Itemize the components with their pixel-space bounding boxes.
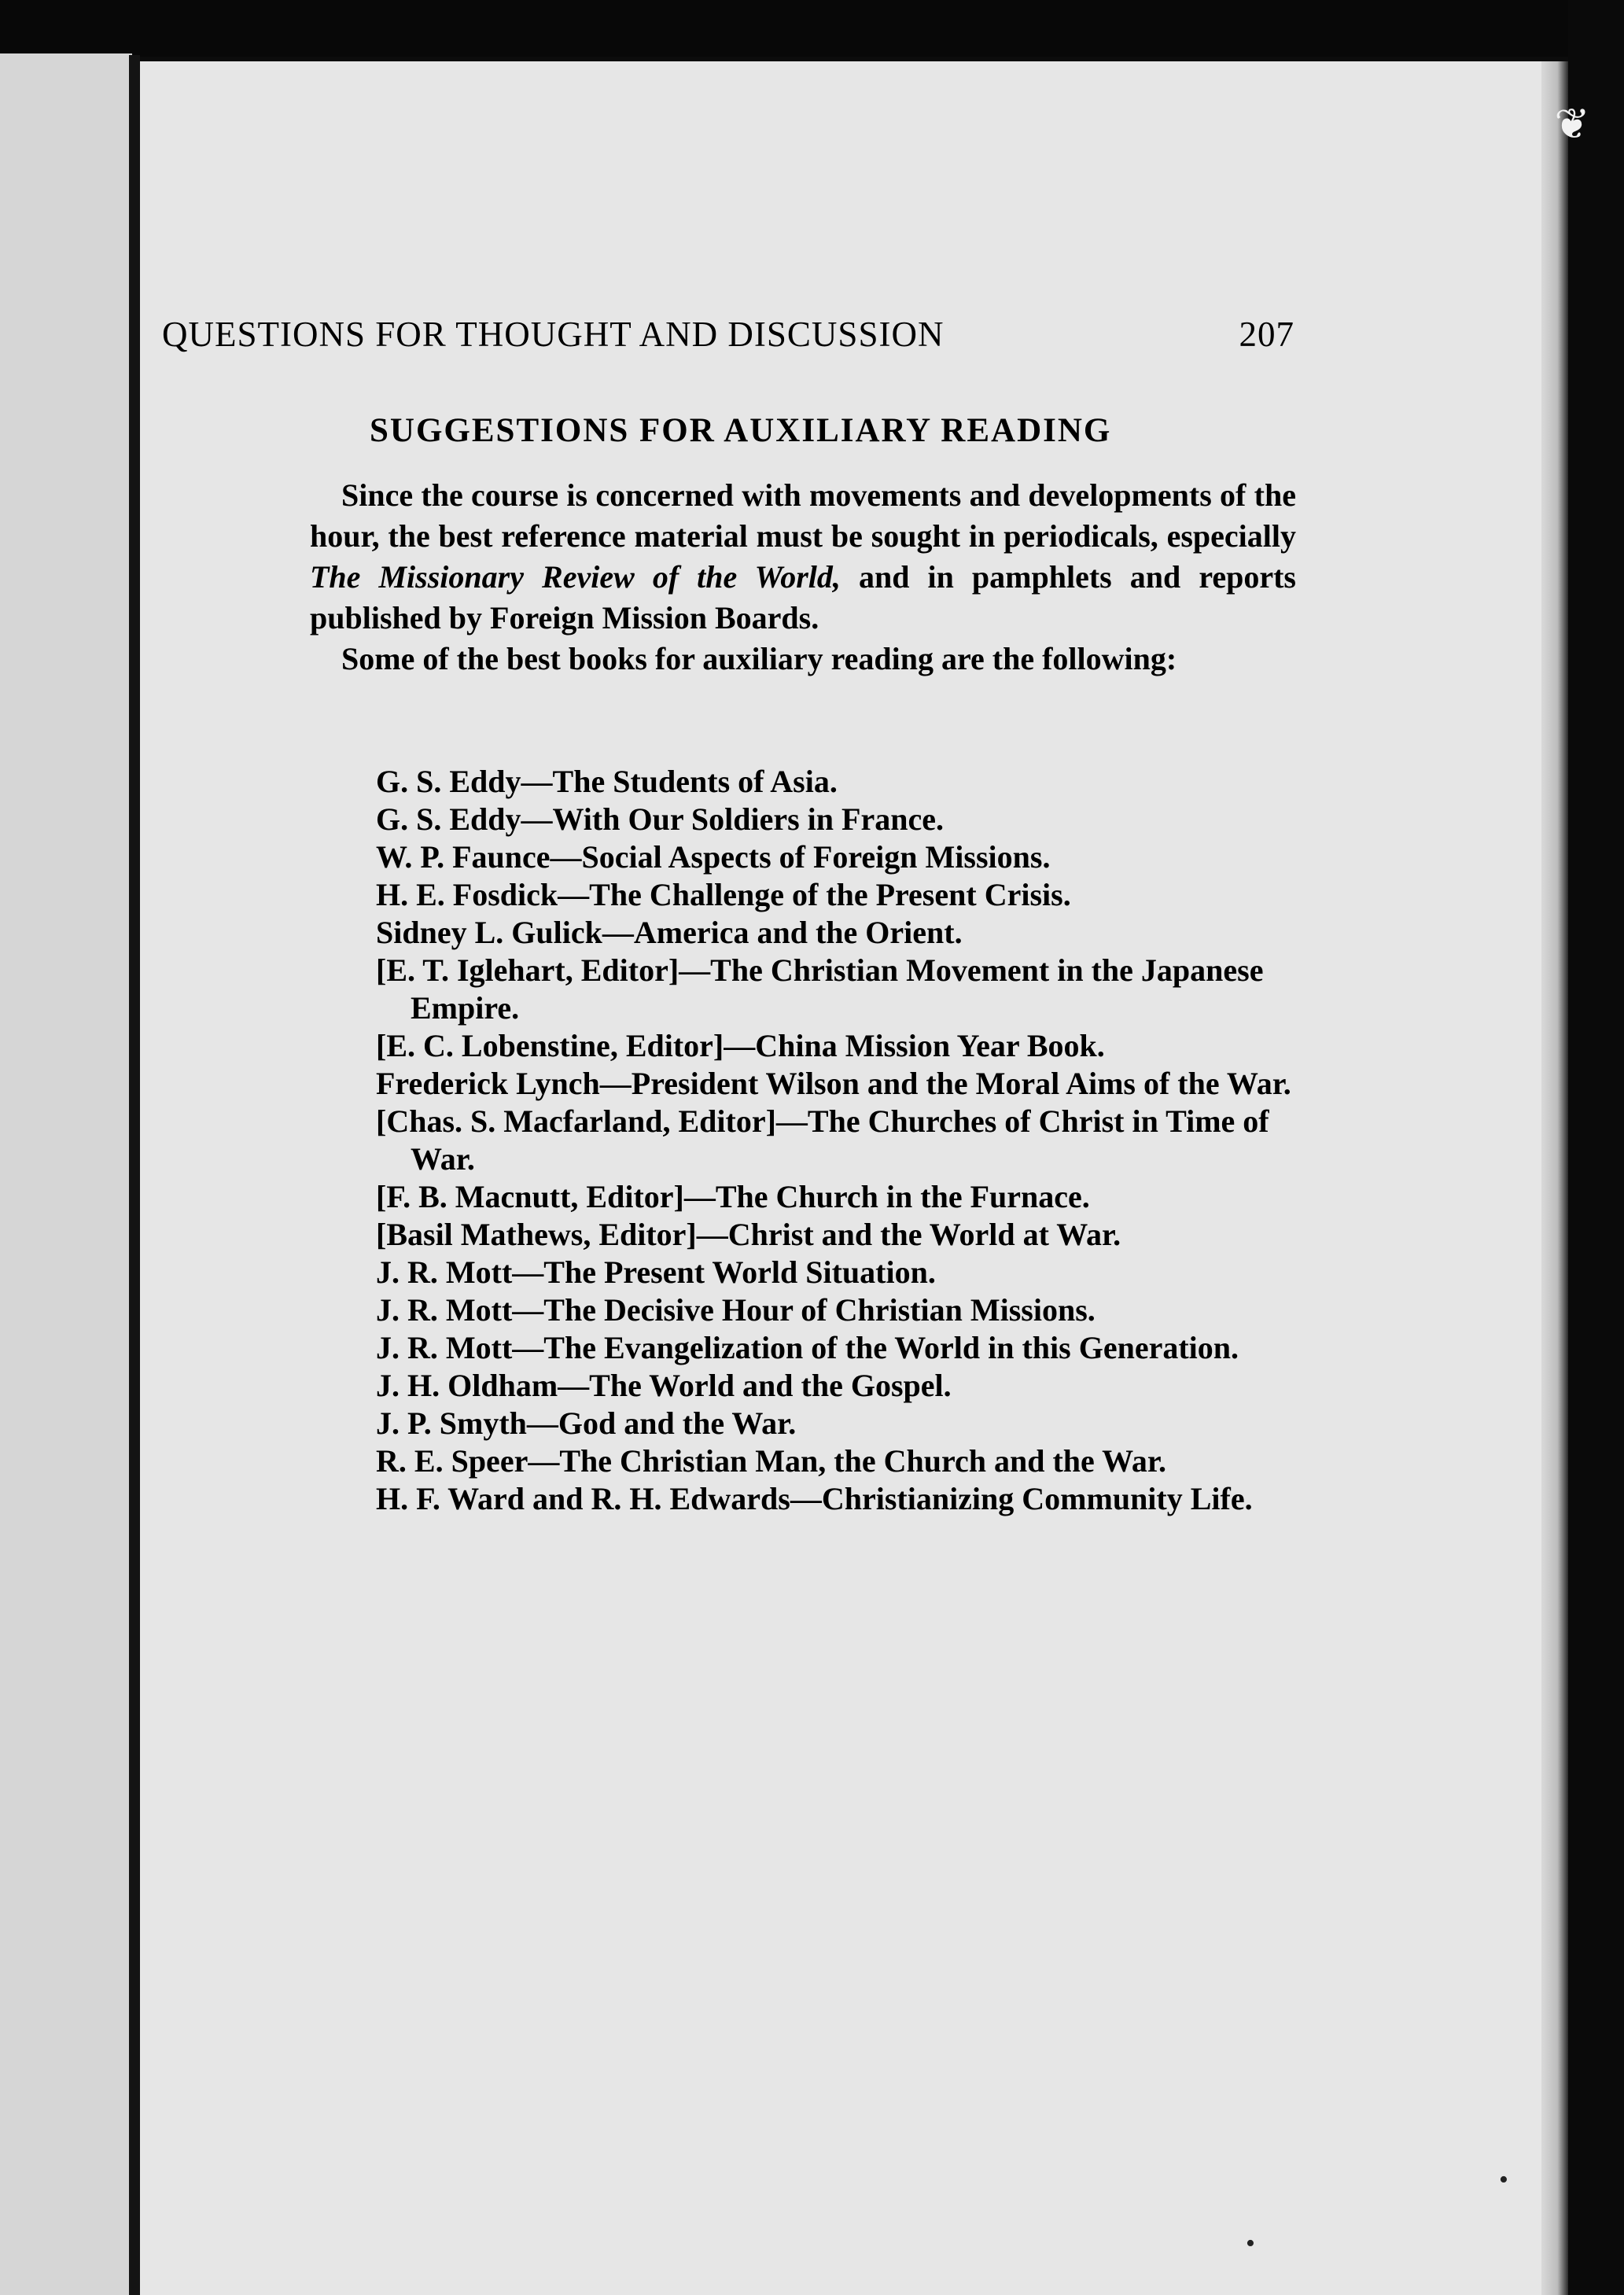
- reading-list-item: H. E. Fosdick—The Challenge of the Present Crisis.: [376, 877, 1071, 912]
- reading-list-item: W. P. Faunce—Social Aspects of Foreign Missions.: [376, 839, 1051, 875]
- reading-list-item: J. R. Mott—The Evangelization of the World in this Generation.: [376, 1330, 1239, 1365]
- speck-mark: •: [1499, 2165, 1508, 2194]
- reading-list-item: [E. T. Iglehart, Editor]—The Christian Movement in the Japanese Empire.: [376, 952, 1264, 1026]
- book-gutter: [129, 55, 140, 2295]
- page-fore-edge: [1541, 61, 1568, 2295]
- intro-text: [310, 475, 1296, 680]
- scan-top-border: [0, 0, 1624, 57]
- running-head: [162, 307, 1294, 362]
- section-title: SUGGESTIONS FOR AUXILIARY READING: [370, 412, 1112, 449]
- periodical-title: The Missionary Review of the World,: [310, 559, 841, 595]
- reading-list-item: Sidney L. Gulick—America and the Orient.: [376, 915, 963, 950]
- reading-list-item: R. E. Speer—The Christian Man, the Church and the War.: [376, 1443, 1166, 1479]
- reading-list-item: [Chas. S. Macfarland, Editor]—The Churches of Christ in Time of War.: [376, 1103, 1269, 1177]
- reading-list-item: J. R. Mott—The Present World Situation.: [376, 1254, 936, 1290]
- intro-paragraph: Since the course is concerned with movements and developments of the hour, the best reference material must be sought in periodicals, especially The Missionary Review of the World, and in pamphlets and reports published by Foreign Mission Boards.: [310, 477, 1296, 635]
- reading-list-item: G. S. Eddy—With Our Soldiers in France.: [376, 801, 944, 837]
- facing-page-edge: [0, 53, 132, 2295]
- page-number: 207: [1239, 315, 1294, 354]
- reading-list-item: Frederick Lynch—President Wilson and the Moral Aims of the War.: [376, 1066, 1291, 1101]
- reading-list-item: H. F. Ward and R. H. Edwards—Christianizing Community Life.: [376, 1481, 1253, 1516]
- reading-list-item: [E. C. Lobenstine, Editor]—China Mission Year Book.: [376, 1028, 1105, 1063]
- reading-list-item: [F. B. Macnutt, Editor]—The Church in the Furnace.: [376, 1179, 1090, 1214]
- scan-right-border: [1568, 0, 1624, 2295]
- reading-list-item: G. S. Eddy—The Students of Asia.: [376, 764, 838, 799]
- speck-mark: •: [1246, 2229, 1255, 2258]
- reading-list: [376, 763, 1302, 1518]
- intro-paragraph-books: Some of the best books for auxiliary reading are the following:: [341, 641, 1177, 676]
- reading-list-item: J. H. Oldham—The World and the Gospel.: [376, 1368, 952, 1403]
- page-corner-tear-icon: ❦: [1554, 101, 1590, 148]
- reading-list-item: [Basil Mathews, Editor]—Christ and the World at War.: [376, 1217, 1121, 1252]
- running-head-title: QUESTIONS FOR THOUGHT AND DISCUSSION: [162, 315, 945, 354]
- reading-list-item: J. P. Smyth—God and the War.: [376, 1405, 797, 1441]
- reading-list-item: J. R. Mott—The Decisive Hour of Christian Missions.: [376, 1292, 1096, 1328]
